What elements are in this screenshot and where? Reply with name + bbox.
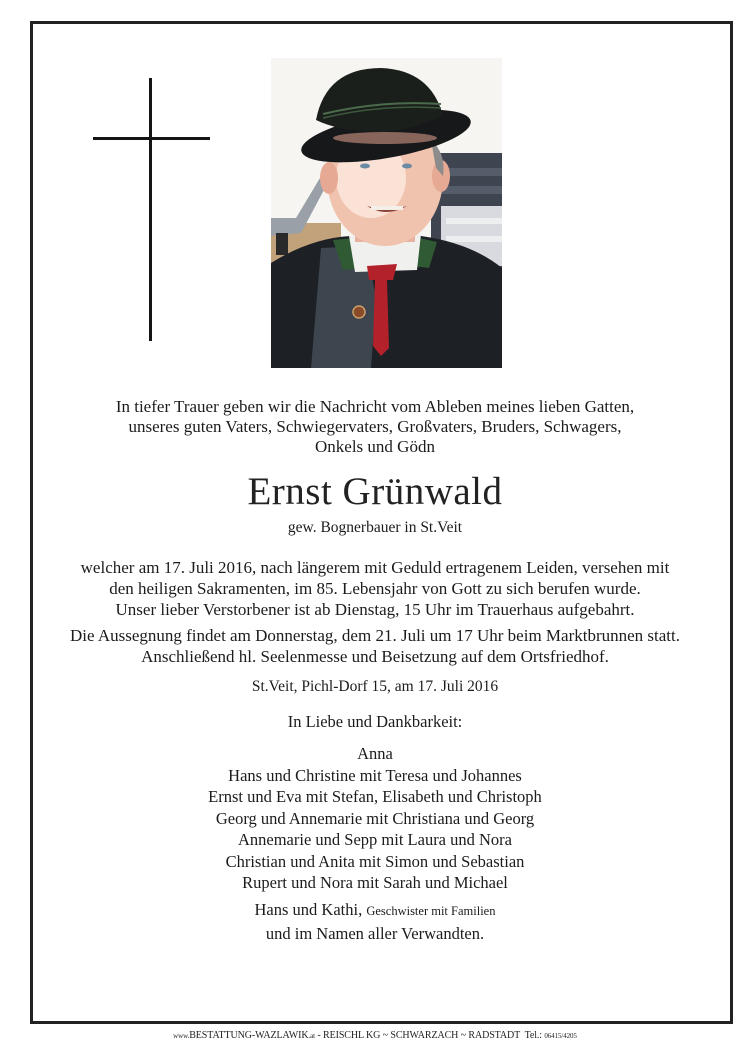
death-announcement: [40, 557, 710, 620]
family-member: Anna: [357, 744, 393, 763]
ceremony-line: Die Aussegnung findet am Donnerstag, dem 21. Juli um 17 Uhr beim Marktbrunnen statt.: [69, 626, 681, 645]
death-line: Unser lieber Verstorbener ist ab Dienstag, 15 Uhr im Trauerhaus aufgebahrt.: [115, 600, 635, 619]
place-date-line: St.Veit, Pichl-Dorf 15, am 17. Juli 2016: [251, 678, 499, 695]
siblings-section: [40, 899, 710, 944]
family-member: Rupert und Nora mit Sarah und Michael: [242, 873, 508, 892]
love-heading: [40, 712, 710, 732]
siblings-note: Geschwister mit Familien: [366, 904, 496, 918]
portrait-photo: [271, 58, 502, 368]
death-line: welcher am 17. Juli 2016, nach längerem mit Geduld ertragenem Leiden, versehen mit: [80, 558, 670, 577]
family-member: Annemarie und Sepp mit Laura und Nora: [237, 830, 512, 849]
footer-website-suffix: .at: [308, 1032, 315, 1040]
portrait-photo-icon: [271, 58, 502, 368]
death-line: den heiligen Sakramenten, im 85. Lebensjahr von Gott zu sich berufen wurde.: [109, 579, 641, 598]
family-member: Christian und Anita mit Simon und Sebastian: [225, 851, 525, 871]
footer-tel-label: Tel.:: [524, 1030, 545, 1041]
intro-line: unseres guten Vaters, Schwiegervaters, Großvaters, Bruders, Schwagers,: [128, 417, 622, 436]
footer-website-prefix: www.: [173, 1032, 190, 1040]
footer-website: BESTATTUNG-WAZLAWIK: [189, 1030, 309, 1041]
intro-line: In tiefer Trauer geben wir die Nachricht vom Ableben meines lieben Gatten,: [115, 397, 635, 416]
deceased-subtitle: [40, 518, 710, 538]
love-heading-line: In Liebe und Dankbarkeit:: [287, 712, 463, 731]
siblings-names: Hans und Kathi,: [254, 900, 363, 919]
subtitle-line: gew. Bognerbauer in St.Veit: [287, 519, 463, 536]
ceremony-details: [40, 625, 710, 667]
place-date: [40, 677, 710, 697]
siblings-line: [40, 899, 710, 923]
footer-company: - REISCHL KG ~ SCHWARZACH ~ RADSTADT: [315, 1030, 525, 1041]
ceremony-line: Anschließend hl. Seelenmesse und Beisetzung auf dem Ortsfriedhof.: [141, 647, 609, 666]
family-member: Ernst und Eva mit Stefan, Elisabeth und Christoph: [208, 787, 542, 806]
deceased-name: Ernst Grünwald: [247, 470, 503, 513]
intro-line: Onkels und Gödn: [315, 437, 435, 456]
closing-line: und im Namen aller Verwandten.: [265, 923, 485, 943]
intro-text: [40, 397, 710, 457]
cross-horizontal-bar: [93, 137, 210, 140]
footer-funeral-home: [0, 1030, 750, 1041]
family-member: Hans und Christine mit Teresa und Johannes: [228, 765, 522, 785]
family-list: [40, 743, 710, 894]
cross-vertical-bar: [149, 78, 152, 341]
family-member: Georg und Annemarie mit Christiana und Georg: [215, 808, 535, 828]
footer-tel-number: 06415/4205: [544, 1032, 577, 1040]
